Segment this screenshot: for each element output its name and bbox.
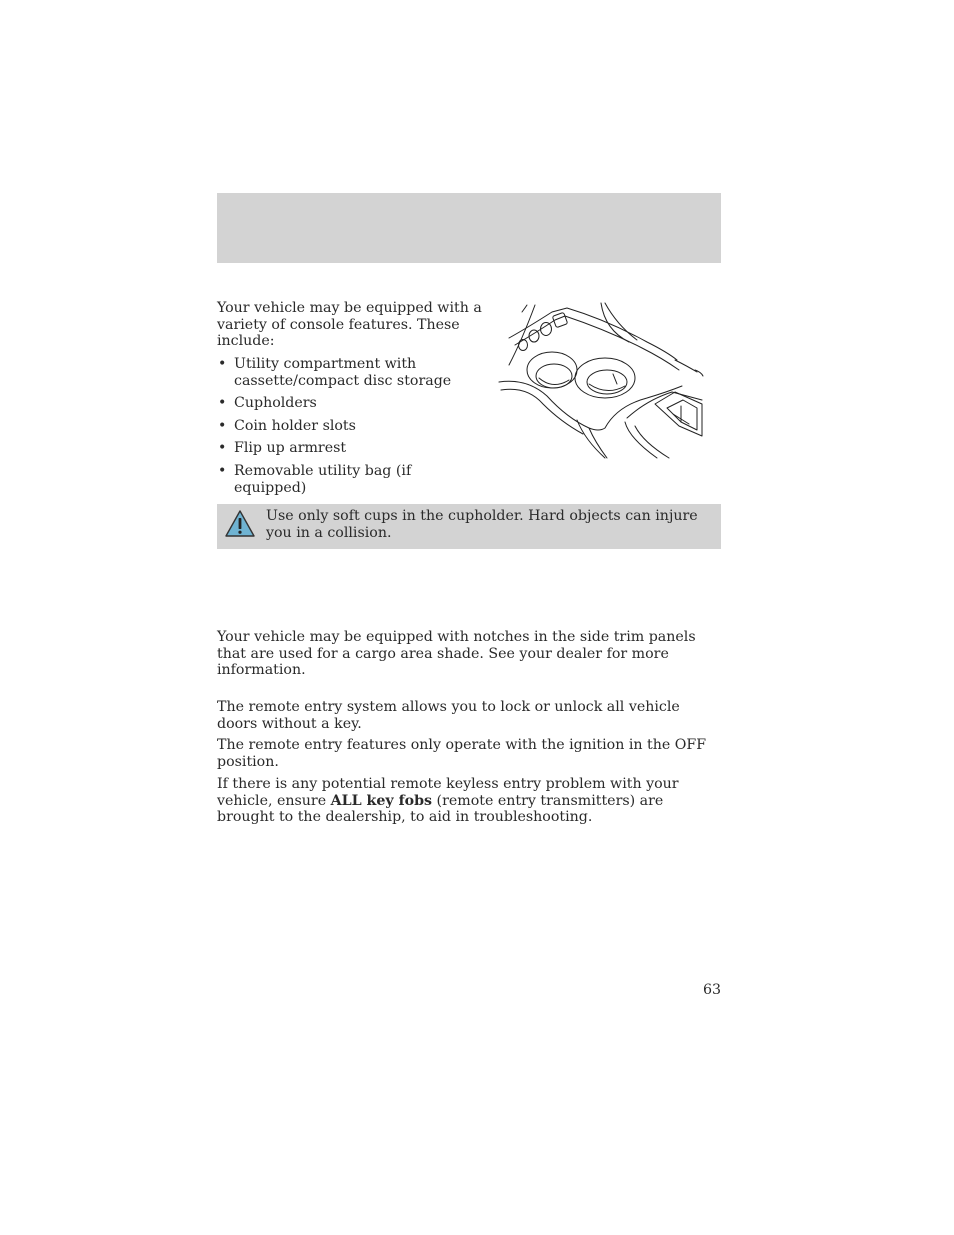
remote-entry-paragraph-1: The remote entry system allows you to lock or unlock all vehicle doors without a key. <box>217 699 680 732</box>
warning-box <box>217 504 721 549</box>
list-item: • Coin holder slots <box>218 417 356 434</box>
list-item: • Cupholders <box>218 395 317 412</box>
bullet-icon: • <box>218 440 227 457</box>
remote-entry-paragraph-3: If there is any potential remote keyless entry problem with your vehicle, ensure ALL key fobs (remote entry transmitters) are brought to the dealership, to aid in troubleshooting. <box>217 776 679 826</box>
console-intro-text: Your vehicle may be equipped with a variety of console features. These include: <box>217 300 482 350</box>
warning-text: Use only soft cups in the cupholder. Hard objects can injure you in a collision. <box>266 508 698 541</box>
bullet-icon: • <box>218 462 227 479</box>
bullet-icon: • <box>218 395 227 412</box>
console-features-list <box>217 356 477 502</box>
key-fobs-emphasis: ALL key fobs <box>330 792 433 809</box>
cargo-shade-paragraph: Your vehicle may be equipped with notches in the side trim panels that are used for a cargo area shade. See your dealer for more information. <box>217 629 696 679</box>
bullet-icon: • <box>218 356 227 372</box>
list-item: • Utility compartment with cassette/compact disc storage <box>218 356 452 389</box>
warning-triangle-icon <box>224 509 256 539</box>
list-item: • Flip up armrest <box>218 440 347 457</box>
page-number: 63 <box>702 982 721 998</box>
list-item: • Removable utility bag (if equipped) <box>218 462 412 496</box>
section-header-band <box>217 193 721 263</box>
console-illustration <box>497 300 707 460</box>
remote-entry-paragraph-2: The remote entry features only operate with the ignition in the OFF position. <box>217 737 707 770</box>
bullet-icon: • <box>218 417 227 434</box>
